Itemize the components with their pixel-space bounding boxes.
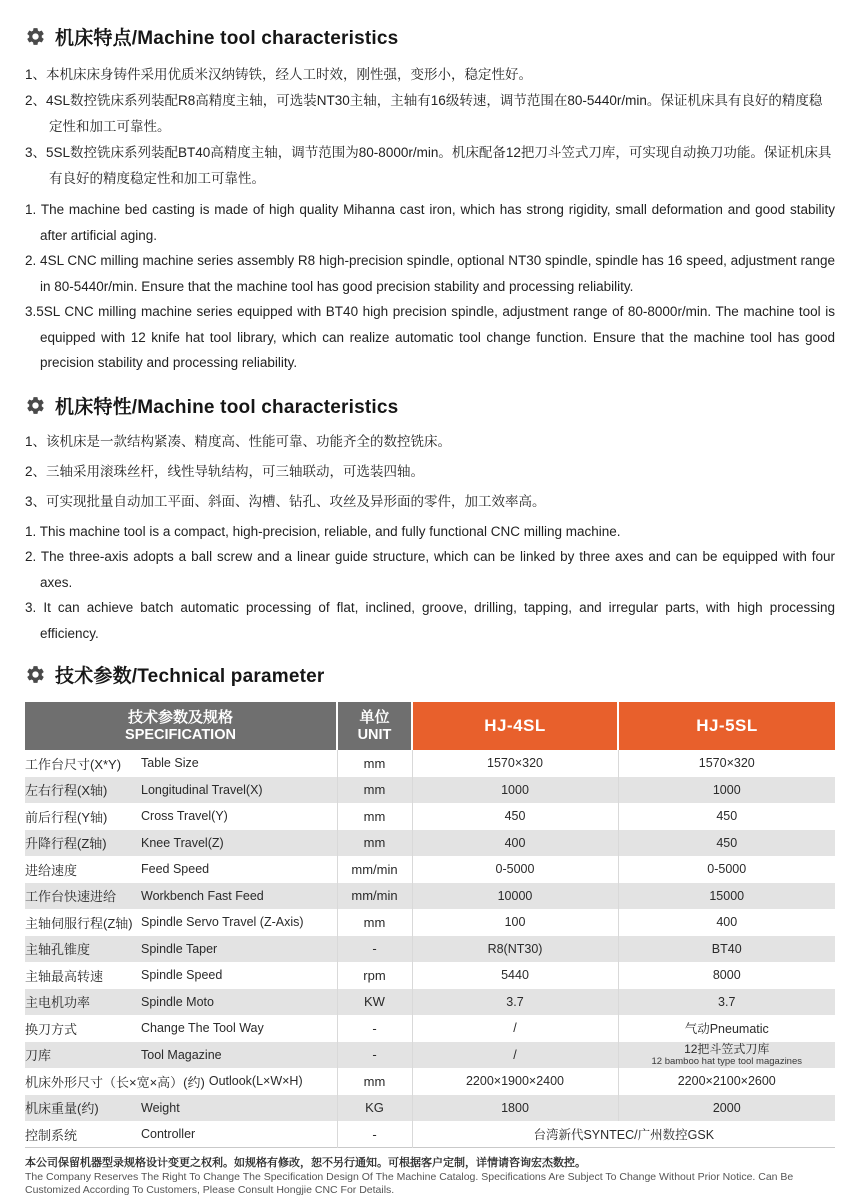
spec-label-en: Weight: [141, 1100, 180, 1115]
list-item: 2、三轴采用滚珠丝杆，线性导轨结构，可三轴联动，可选装四轴。: [25, 463, 425, 479]
spec-label-cn: 主轴最高转速: [25, 968, 104, 984]
unit-cell: KW: [337, 989, 412, 1016]
controller-merged-value: 台湾新代SYNTEC/广州数控GSK: [412, 1121, 835, 1148]
tool-magazine-value-en: 12 bamboo hat type tool magazines: [651, 1055, 802, 1067]
section-title: [25, 392, 835, 419]
tool-magazine-value-cn: 12把斗笠式刀库: [684, 1041, 770, 1056]
hj-5sl-value: 450: [618, 803, 835, 830]
hj-4sl-value: 100: [412, 909, 618, 936]
hj-4sl-value: 1570×320: [412, 750, 618, 777]
hj-4sl-value: 1800: [412, 1095, 618, 1122]
spec-label-cn: 刀库: [25, 1048, 52, 1064]
spec-label-cn: 前后行程(Y轴): [25, 809, 108, 825]
hj-4sl-value: /: [412, 1015, 618, 1042]
hj-5sl-value: 15000: [618, 883, 835, 910]
hj-4sl-value: 0-5000: [412, 856, 618, 883]
spec-label-cn: 主轴孔锥度: [25, 942, 91, 958]
table-row: [25, 1095, 835, 1122]
hj-5sl-value: 400: [618, 909, 835, 936]
table-row: [25, 856, 835, 883]
footer-disclaimer: [25, 1156, 835, 1197]
section-machine-tool-characteristics: [25, 23, 835, 376]
spec-label-cn: 换刀方式: [25, 1021, 78, 1037]
section-title-text: 技术参数/Technical parameter: [55, 666, 325, 687]
hj-5sl-value: 2000: [618, 1095, 835, 1122]
hj-5sl-value: BT40: [618, 936, 835, 963]
spec-label-en: Outlook(L×W×H): [208, 1074, 303, 1089]
spec-label-en: Tool Magazine: [141, 1047, 222, 1062]
table-row: [25, 830, 835, 857]
hj-4sl-value: 10000: [412, 883, 618, 910]
spec-label-en: Spindle Servo Travel (Z-Axis): [141, 915, 304, 930]
gear-icon: [25, 664, 46, 685]
hj-5sl-value: 2200×2100×2600: [618, 1068, 835, 1095]
unit-cell: mm: [337, 830, 412, 857]
table-row: [25, 750, 835, 777]
section-title-text: 机床特点/Machine tool characteristics: [55, 28, 399, 49]
hj-4sl-value: 5440: [412, 962, 618, 989]
unit-cell: mm: [337, 750, 412, 777]
spec-label-cn: 主电机功率: [25, 995, 91, 1011]
hj-5sl-value: 3.7: [618, 989, 835, 1016]
table-row: [25, 936, 835, 963]
property-list-en: [25, 519, 835, 647]
spec-column-header: [25, 702, 337, 750]
feature-list-cn: [25, 62, 835, 192]
hj-4sl-value: 1000: [412, 777, 618, 804]
hj-5sl-value: 0-5000: [618, 856, 835, 883]
hj-5sl-value: 8000: [618, 962, 835, 989]
footer-text-en: The Company Reserves The Right To Change The Specification Design Of The Machine Catalog. Specifications Are Subject To Change Without Prior Notice. Can Be Customized According To Customers, Please Consult Hongjie CNC For Details.: [25, 1171, 794, 1196]
hj-4sl-value: 450: [412, 803, 618, 830]
section-title: [25, 23, 835, 50]
spec-label-en: Knee Travel(Z): [141, 835, 224, 850]
spec-label-cn: 工作台尺寸(X*Y): [25, 756, 122, 772]
list-item: 2、4SL数控铣床系列装配R8高精度主轴，可选装NT30主轴，主轴有16级转速，调节范围在80-5440r/min。保证机床具有良好的精度稳定性和加工可靠性。: [25, 93, 823, 134]
hj-5sl-value: [618, 1042, 835, 1069]
spec-label-cn: 主轴伺服行程(Z轴): [25, 915, 133, 931]
unit-column-header: [337, 702, 412, 750]
section-title: [25, 661, 835, 688]
spec-label-en: Longitudinal Travel(X): [141, 782, 263, 797]
hj-4sl-value: 2200×1900×2400: [412, 1068, 618, 1095]
list-item: 1、该机床是一款结构紧凑、精度高、性能可靠、功能齐全的数控铣床。: [25, 433, 452, 449]
gear-icon: [25, 395, 46, 416]
hj-5sl-value: 气动Pneumatic: [618, 1015, 835, 1042]
spec-label-en: Change The Tool Way: [141, 1021, 264, 1036]
hj-4sl-value: 3.7: [412, 989, 618, 1016]
table-row: [25, 777, 835, 804]
list-item: 3. It can achieve batch automatic processing of flat, inclined, groove, drilling, tapping, and irregular parts, with high processing efficiency.: [25, 600, 835, 641]
unit-cell: rpm: [337, 962, 412, 989]
spec-label-en: Spindle Speed: [141, 968, 223, 983]
model-hj-5sl-header: HJ-5SL: [618, 702, 835, 750]
table-row: [25, 962, 835, 989]
table-row: [25, 883, 835, 910]
unit-cell: mm: [337, 1068, 412, 1095]
list-item: 3、可实现批量自动加工平面、斜面、沟槽、钻孔、攻丝及异形面的零件，加工效率高。: [25, 493, 546, 509]
table-row: [25, 1121, 835, 1148]
hj-4sl-value: /: [412, 1042, 618, 1069]
feature-list-en: [25, 197, 835, 376]
spec-label-cn: 机床外形尺寸（长×宽×高）(约): [25, 1074, 205, 1090]
spec-label-cn: 控制系统: [25, 1127, 78, 1143]
hj-5sl-value: 1000: [618, 777, 835, 804]
spec-header-en: SPECIFICATION: [125, 726, 236, 743]
table-row: [25, 803, 835, 830]
unit-cell: -: [337, 1042, 412, 1069]
unit-cell: -: [337, 1121, 412, 1148]
list-item: 1. This machine tool is a compact, high-precision, reliable, and fully functional CNC milling machine.: [25, 523, 621, 539]
unit-cell: mm: [337, 777, 412, 804]
spec-label-cn: 进给速度: [25, 862, 78, 878]
hj-4sl-value: R8(NT30): [412, 936, 618, 963]
unit-cell: mm/min: [337, 856, 412, 883]
unit-header-cn: 单位: [359, 708, 390, 726]
table-row: [25, 1068, 835, 1095]
unit-cell: KG: [337, 1095, 412, 1122]
spec-label-cn: 左右行程(X轴): [25, 783, 108, 799]
spec-label-en: Table Size: [141, 756, 199, 771]
section-technical-parameter: [25, 661, 835, 1148]
table-header-row: [25, 702, 835, 750]
section-machine-tool-properties: [25, 392, 835, 647]
footer-text-cn: 本公司保留机器型录规格设计变更之权利。如规格有修改，恕不另行通知。可根据客户定制，详情请咨询宏杰数控。: [25, 1157, 586, 1169]
spec-label-en: Controller: [141, 1127, 196, 1141]
spec-label-cn: 机床重量(约): [25, 1101, 99, 1117]
model-hj-4sl-header: HJ-4SL: [412, 702, 618, 750]
property-list-cn: [25, 427, 835, 517]
spec-label-cn: 工作台快速进给: [25, 889, 117, 905]
unit-cell: mm/min: [337, 883, 412, 910]
list-item: 2. The three-axis adopts a ball screw and a linear guide structure, which can be linked by three axes and can be equipped with four axes.: [25, 549, 835, 590]
list-item: 2. 4SL CNC milling machine series assembly R8 high-precision spindle, optional NT30 spindle, spindle has 16 speed, adjustment range in 80-5440r/min. Ensure that the machine tool has good precision stability and processing reliability.: [25, 253, 835, 294]
table-row: [25, 1042, 835, 1069]
unit-cell: -: [337, 936, 412, 963]
spec-label-en: Workbench Fast Feed: [141, 888, 264, 903]
list-item: 3.5SL CNC milling machine series equipped with BT40 high precision spindle, adjustment range of 80-8000r/min. The machine tool is equipped with 12 knife hat tool library, which can realize automatic tool change function. Ensure that the machine tool has good precision stability and processing reliability.: [25, 304, 835, 370]
hj-4sl-value: 400: [412, 830, 618, 857]
section-title-text: 机床特性/Machine tool characteristics: [55, 396, 399, 418]
spec-label-cn: 升降行程(Z轴): [25, 836, 107, 852]
list-item: 1. The machine bed casting is made of high quality Mihanna cast iron, which has strong rigidity, small deformation and good stability after artificial aging.: [25, 202, 835, 243]
spec-header-cn: 技术参数及规格: [127, 708, 233, 726]
table-row: [25, 989, 835, 1016]
list-item: 1、本机床床身铸件采用优质米汉纳铸铁，经人工时效，刚性强，变形小，稳定性好。: [25, 67, 533, 82]
spec-label-en: Spindle Taper: [141, 941, 218, 956]
hj-5sl-value: 1570×320: [618, 750, 835, 777]
spec-label-en: Spindle Moto: [141, 994, 214, 1009]
unit-header-en: UNIT: [357, 726, 392, 743]
table-row: [25, 909, 835, 936]
spec-label-en: Cross Travel(Y): [141, 809, 228, 824]
unit-cell: mm: [337, 909, 412, 936]
unit-cell: mm: [337, 803, 412, 830]
hj-5sl-value: 450: [618, 830, 835, 857]
unit-cell: -: [337, 1015, 412, 1042]
gear-icon: [25, 26, 46, 47]
list-item: 3、5SL数控铣床系列装配BT40高精度主轴，调节范围为80-8000r/min。机床配备12把刀斗笠式刀库，可实现自动换刀功能。保证机床具有良好的精度稳定性和加工可靠性。: [25, 145, 832, 186]
table-row: [25, 1015, 835, 1042]
spec-label-en: Feed Speed: [141, 862, 210, 877]
technical-parameter-table: [25, 702, 835, 1148]
